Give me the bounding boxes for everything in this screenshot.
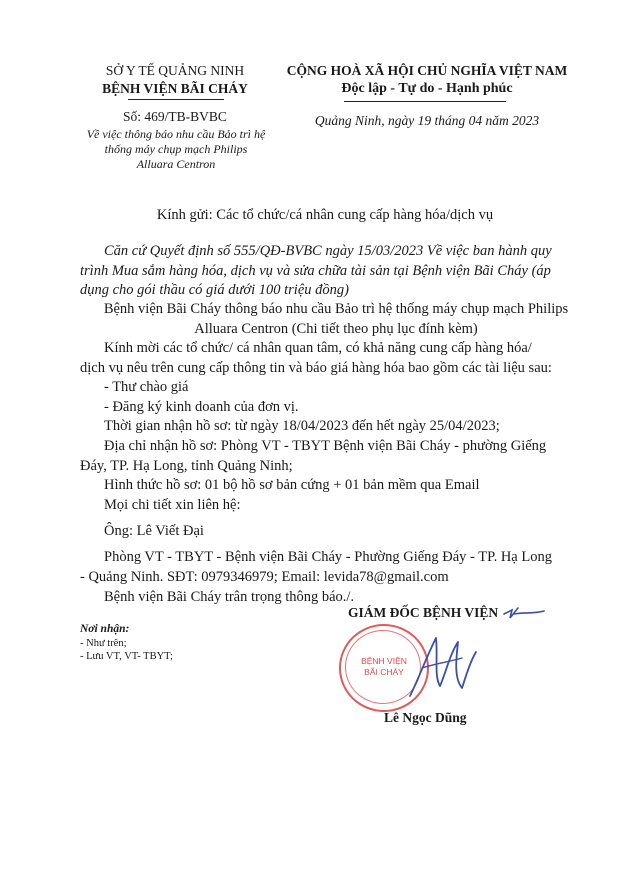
invite-line: Kính mời các tổ chức/ cá nhân quan tâm, có khả năng cung cấp hàng hóa/	[104, 340, 532, 356]
initial-mark	[500, 602, 546, 624]
contact-details	[80, 548, 592, 587]
ministry-name: SỞ Y TẾ QUẢNG NINH	[105, 63, 245, 78]
recipients-title: Nơi nhận:	[80, 623, 130, 635]
seal-line: BỆNH VIỆN	[361, 656, 407, 666]
motto-underline	[344, 101, 506, 102]
subject-line: Về việc thông báo nhu cầu Bảo trì hệ	[86, 127, 266, 141]
motto: Độc lập - Tự do - Hạnh phúc	[341, 81, 513, 96]
recipients-block	[80, 622, 280, 663]
address-line: Địa chỉ nhận hồ sơ: Phòng VT - TBYT Bệnh viện Bãi Cháy - phường Giếng	[104, 438, 547, 454]
submission-form: Hình thức hồ sơ: 01 bộ hồ sơ bản cứng + 01 bản mềm qua Email	[104, 477, 480, 493]
invitation-paragraph	[80, 339, 592, 378]
submission-address	[80, 437, 592, 476]
signatory-name: Lê Ngọc Dũng	[384, 710, 467, 725]
notice-line: Bệnh viện Bãi Cháy thông báo nhu cầu Bảo trì hệ thống máy chụp mạch Philips	[103, 301, 569, 317]
handwritten-signature	[400, 628, 480, 702]
document-subject	[58, 127, 294, 172]
header-left-underline	[128, 99, 224, 100]
basis-line: trình Mua sắm hàng hóa, dịch vụ và sửa chữa tài sản tại Bệnh viện Bãi Cháy (áp	[80, 262, 551, 279]
invite-line: dịch vụ nêu trên cung cấp thông tin và báo giá hàng hóa bao gồm các tài liệu sau:	[80, 359, 552, 376]
contact-name: Ông: Lê Viết Đại	[104, 523, 204, 539]
notice-line: Alluara Centron (Chi tiết theo phụ lục đính kèm)	[194, 320, 478, 337]
hospital-name: BỆNH VIỆN BÃI CHÁY	[102, 81, 248, 96]
issuing-authority	[60, 62, 290, 98]
address-line: Đáy, TP. Hạ Long, tỉnh Quảng Ninh;	[80, 457, 293, 474]
required-documents-list	[104, 378, 584, 417]
submission-time: Thời gian nhận hồ sơ: từ ngày 18/04/2023 đến hết ngày 25/04/2023;	[104, 418, 500, 434]
signatory-title: GIÁM ĐỐC BỆNH VIỆN	[348, 605, 499, 620]
list-item: - Thư chào giá	[104, 379, 189, 395]
subject-line: Alluara Centron	[136, 157, 216, 171]
basis-line: dụng cho gói thầu có giá dưới 100 triệu đồng)	[80, 282, 349, 298]
legal-basis	[80, 242, 592, 301]
closing-statement: Bệnh viện Bãi Cháy trân trọng thông báo./.	[104, 589, 355, 605]
contact-line: - Quảng Ninh. SĐT: 0979346979; Email: levida78@gmail.com	[80, 568, 449, 585]
seal-line: BÃI CHÁY	[364, 667, 404, 677]
recipient-item: - Lưu VT, VT- TBYT;	[80, 651, 173, 662]
list-item: - Đăng ký kinh doanh của đơn vị.	[104, 398, 299, 415]
place-date: Quảng Ninh, ngày 19 tháng 04 năm 2023	[314, 113, 540, 128]
nation-title: CỘNG HOÀ XÃ HỘI CHỦ NGHĨA VIỆT NAM	[286, 63, 568, 78]
recipient-line: Kính gửi: Các tổ chức/cá nhân cung cấp hàng hóa/dịch vụ	[156, 207, 494, 223]
notice-paragraph	[80, 300, 592, 339]
document-number: Số: 469/TB-BVBC	[123, 109, 227, 124]
subject-line: thống máy chụp mạch Philips	[104, 142, 248, 156]
national-header	[266, 62, 588, 98]
contact-intro: Mọi chi tiết xin liên hệ:	[104, 497, 241, 513]
basis-line: Căn cứ Quyết định số 555/QĐ-BVBC ngày 15/03/2023 Về việc ban hành quy	[104, 243, 552, 259]
contact-line: Phòng VT - TBYT - Bệnh viện Bãi Cháy - Phường Giếng Đáy - TP. Hạ Long	[104, 549, 552, 565]
recipient-item: - Như trên;	[80, 638, 127, 649]
